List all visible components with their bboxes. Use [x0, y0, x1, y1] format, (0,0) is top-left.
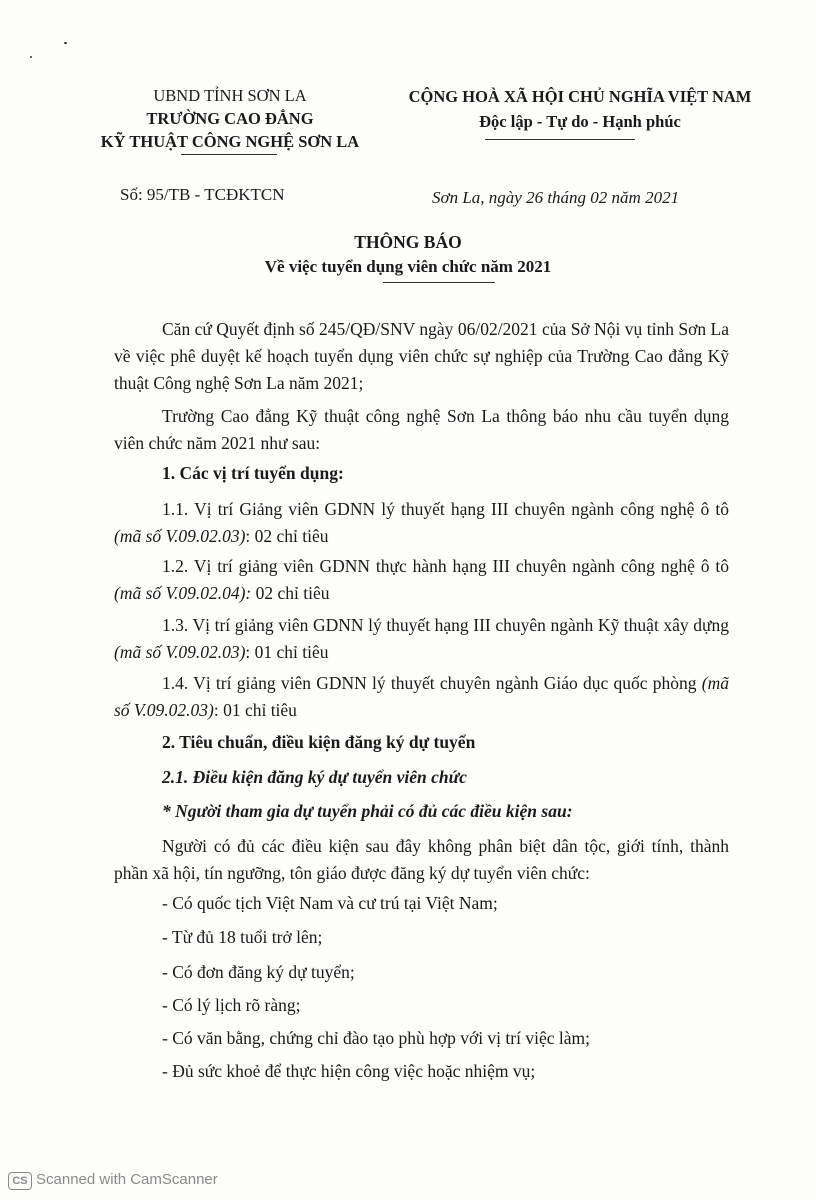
camscanner-logo-icon: CS — [8, 1172, 32, 1190]
conditions-intro: Người có đủ các điều kiện sau đây không phân biệt dân tộc, giới tính, thành phần xã hội, tín ngưỡng, tôn giáo được đăng ký dự tuyển viên chức: — [114, 836, 729, 883]
position-code: (mã số V.09.02.03) — [114, 642, 246, 662]
document-date: Sơn La, ngày 26 tháng 02 năm 2021 — [432, 188, 680, 207]
position-item — [114, 670, 729, 724]
subtitle-underline — [383, 282, 495, 283]
position-item — [114, 496, 729, 550]
scan-speck — [64, 42, 67, 44]
document-title: THÔNG BÁO — [354, 232, 462, 252]
section1-heading: 1. Các vị trí tuyển dụng: — [162, 463, 344, 483]
motto-underline — [485, 139, 635, 140]
position-item — [114, 553, 729, 607]
agency-name-line2: KỸ THUẬT CÔNG NGHỆ SƠN LA — [100, 132, 360, 151]
paragraph-announcement: Trường Cao đẳng Kỹ thuật công nghệ Sơn La thông báo nhu cầu tuyển dụng viên chức năm 2021 như sau: — [114, 406, 729, 453]
position-code: (mã số V.09.02.03) — [114, 526, 246, 546]
scan-speck — [30, 56, 32, 58]
position-quota: : 02 chỉ tiêu — [245, 526, 329, 546]
camscanner-watermark: Scanned with CamScanner — [36, 1171, 218, 1188]
position-quota: : 01 chỉ tiêu — [213, 700, 297, 720]
condition-item: - Có quốc tịch Việt Nam và cư trú tại Việt Nam; — [162, 893, 498, 913]
condition-item: - Từ đủ 18 tuổi trở lên; — [162, 927, 323, 947]
section2-heading: 2. Tiêu chuẩn, điều kiện đăng ký dự tuyển — [162, 732, 476, 752]
section2-note: * Người tham gia dự tuyển phải có đủ các điều kiện sau: — [162, 801, 573, 821]
position-quota: : 01 chỉ tiêu — [245, 642, 329, 662]
position-text: 1.2. Vị trí giảng viên GDNN thực hành hạng III chuyên ngành công nghệ ô tô — [162, 556, 729, 576]
position-text: 1.4. Vị trí giảng viên GDNN lý thuyết chuyên ngành Giáo dục quốc phòng — [162, 673, 702, 693]
condition-item: - Có lý lịch rõ ràng; — [162, 995, 301, 1015]
position-code: (mã số V.09.02.04): — [114, 583, 252, 603]
agency-header — [70, 84, 390, 153]
national-motto: Độc lập - Tự do - Hạnh phúc — [479, 112, 681, 131]
document-subtitle: Về việc tuyển dụng viên chức năm 2021 — [264, 257, 552, 276]
national-title: CỘNG HOÀ XÃ HỘI CHỦ NGHĨA VIỆT NAM — [408, 87, 752, 106]
position-quota: 02 chỉ tiêu — [251, 583, 330, 603]
section2-subheading: 2.1. Điều kiện đăng ký dự tuyển viên chức — [162, 767, 467, 787]
national-header — [380, 84, 780, 134]
condition-item: - Đủ sức khoẻ để thực hiện công việc hoặc nhiệm vụ; — [162, 1061, 536, 1081]
condition-item: - Có đơn đăng ký dự tuyển; — [162, 962, 355, 982]
document-number: Số: 95/TB - TCĐKTCN — [120, 185, 285, 204]
position-text: 1.1. Vị trí Giảng viên GDNN lý thuyết hạng III chuyên ngành công nghệ ô tô — [162, 499, 729, 519]
agency-parent: UBND TỈNH SƠN LA — [153, 86, 307, 105]
agency-underline — [181, 154, 277, 155]
paragraph-legal-basis: Căn cứ Quyết định số 245/QĐ/SNV ngày 06/02/2021 của Sở Nội vụ tỉnh Sơn La về việc phê duyệt kế hoạch tuyển dụng viên chức sự nghiệp của Trường Cao đẳng Kỹ thuật Công nghệ Sơn La năm 2021; — [114, 319, 729, 393]
condition-item: - Có văn bằng, chứng chỉ đào tạo phù hợp với vị trí việc làm; — [162, 1028, 590, 1048]
position-item — [114, 612, 729, 666]
position-text: 1.3. Vị trí giảng viên GDNN lý thuyết hạng III chuyên ngành Kỹ thuật xây dựng — [162, 615, 729, 635]
agency-name-line1: TRƯỜNG CAO ĐẲNG — [146, 109, 314, 128]
position-code: (mã số V.09.02.03) — [114, 673, 729, 720]
